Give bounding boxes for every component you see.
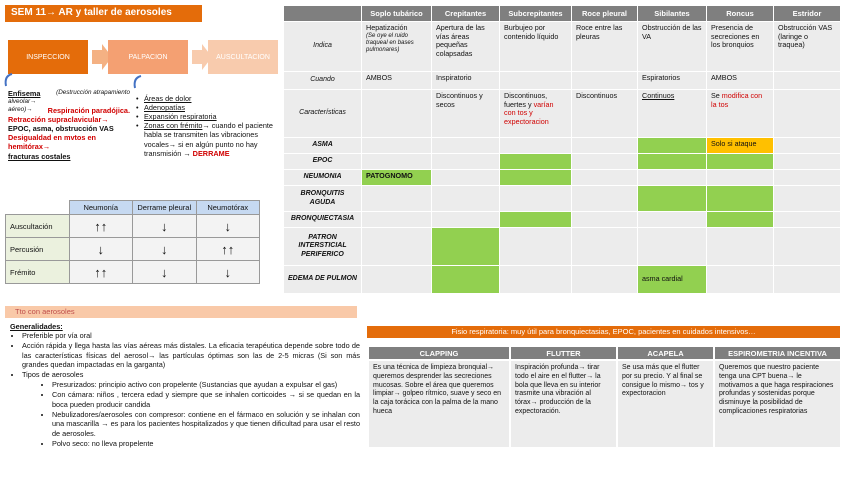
- fremito-title: Zonas con frémito: [144, 121, 203, 131]
- cell: [774, 138, 841, 154]
- palp-item: Expansión respiratoria: [144, 112, 217, 122]
- stab-header: Neumonía: [69, 201, 133, 215]
- flow-step-inspeccion: INSPECCION: [26, 53, 70, 61]
- ctab-header: Roce pleural: [572, 6, 638, 22]
- stab-row-label: Percusión: [6, 238, 70, 261]
- tto-subitem: • Presurizados: principio activo con propelente (Sustancias que ayudan a expulsar el gas): [52, 380, 360, 389]
- palpacion-notes: • Áreas de dolor • Adenopatías • Expansión respiratoria • Zonas con frémito→ cuando el paciente habla se transmiten las vibraciones vocales→ si en algún punto no hay transmisión → DERRAME: [136, 94, 273, 158]
- cell-green: [707, 186, 774, 212]
- cell: [572, 212, 638, 228]
- tto-subitem: • Nebulizadores/aerosoles con compresor: contiene en el fármaco en solución y se inhalan con una mascarilla → es para los pacientes hospitalizados y que tienen dificultad para usar el resto de aerosoles.: [52, 410, 360, 438]
- subcrep-b: varían con tos y expectoracion: [504, 99, 554, 126]
- soplo-note: (Se oye el ruido traqueal en bases pulmonares): [366, 32, 414, 54]
- cell: [500, 228, 572, 266]
- stab-cell: ↓: [69, 238, 133, 261]
- cell: [774, 212, 841, 228]
- row-label-patron: PATRON INTERSTICIAL PERIFERICO: [284, 228, 362, 266]
- tto-item: • Tipos de aerosoles: [22, 370, 360, 379]
- cell-car-sibil: Continuos: [638, 90, 707, 138]
- cell: [500, 138, 572, 154]
- row-label-bronquiectasia: BRONQUIECTASIA: [284, 212, 362, 228]
- cell: [774, 72, 841, 90]
- cell: [432, 138, 500, 154]
- cell-indica-subcrep: Burbujeo por contenido líquido: [500, 22, 572, 72]
- connector-icon: [2, 72, 16, 90]
- cell: [572, 266, 638, 294]
- ctab-header: Estridor: [774, 6, 841, 22]
- cell-solo-ataque: Solo si ataque: [707, 138, 774, 154]
- cell-car-roce: Discontinuos: [572, 90, 638, 138]
- enfisema-note: (Destrucción atrapamiento: [56, 89, 130, 96]
- fisio-cell-flutter: Inspiración profunda→ tirar todo el aire en el flutter→ la bola que lleva en su interior trasmite una vibración al tórax→ producción de la expectoración.: [510, 360, 617, 448]
- flow-step-auscultacion: AUSCULTACION: [216, 53, 270, 61]
- cell-car-subcrep: [500, 90, 572, 138]
- tto-item: • Preferible por vía oral: [22, 331, 360, 340]
- stab-cell: ↑↑: [69, 215, 133, 238]
- stab-cell: ↓: [133, 238, 197, 261]
- cell-green: [638, 138, 707, 154]
- cell-green: [432, 266, 500, 294]
- cell: [362, 138, 432, 154]
- cell: [432, 154, 500, 170]
- cell: [572, 154, 638, 170]
- cell: [572, 138, 638, 154]
- cell-indica-soplo: [362, 22, 432, 72]
- cell: [500, 266, 572, 294]
- cell: [362, 228, 432, 266]
- alveolar-text: alveolar→: [8, 98, 37, 106]
- generalidades-title: Generalidades:: [10, 322, 63, 331]
- fisio-col-header: CLAPPING: [368, 346, 510, 360]
- tto-section: [10, 322, 360, 449]
- cell-cuando-crep: Inspiratorio: [432, 72, 500, 90]
- epoc-line: EPOC, asma, obstrucción VAS: [8, 124, 114, 134]
- cell: [572, 72, 638, 90]
- cell: [432, 212, 500, 228]
- cell-cuando-soplo: AMBOS: [362, 72, 432, 90]
- stab-cell: ↓: [133, 215, 197, 238]
- row-label-caracteristicas: Características: [284, 90, 362, 138]
- ctab-header: Subcrepitantes: [500, 6, 572, 22]
- cell-cuando-sibil: Espiratorios: [638, 72, 707, 90]
- fracturas-text: fracturas costales: [8, 151, 71, 161]
- stab-cell: ↓: [196, 261, 260, 284]
- fisio-col-header: ESPIROMETRIA INCENTIVA: [714, 346, 841, 360]
- row-label-asma: ASMA: [284, 138, 362, 154]
- cell: [572, 228, 638, 266]
- auscultation-table: [283, 5, 841, 294]
- fisio-table: [367, 345, 842, 449]
- aereo-text: aéreo)→: [8, 105, 33, 113]
- fisio-cell-clapping: Es una técnica de limpieza bronquial→ queremos desprender las secreciones mucosas. Sobre el área que queremos limpiar→ golpeo rítmico, suave y seco en la caja torácica con la palma de la mano hueca: [368, 360, 510, 448]
- ctab-header: Sibilantes: [638, 6, 707, 22]
- cell: [774, 170, 841, 186]
- stab-cell: ↓: [196, 215, 260, 238]
- cell: [707, 266, 774, 294]
- cell: [707, 228, 774, 266]
- cell: [432, 186, 500, 212]
- cell-patognomo: PATOGNOMO: [362, 170, 432, 186]
- stab-cell: ↑↑: [196, 238, 260, 261]
- cell-green: [500, 154, 572, 170]
- cell: [774, 90, 841, 138]
- cell-green: [707, 212, 774, 228]
- fremito-text: → cuando el paciente habla se transmiten las vibraciones vocales→ si en algún punto no hay transmisión →: [144, 121, 273, 158]
- cell: [362, 90, 432, 138]
- cell-green: [638, 154, 707, 170]
- cell: [362, 154, 432, 170]
- page-title: SEM 11→ AR y taller de aerosoles: [5, 5, 202, 22]
- enfisema-label: Enfisema: [8, 89, 41, 98]
- row-label-epoc: EPOC: [284, 154, 362, 170]
- stab-cell: ↓: [133, 261, 197, 284]
- cell: [774, 154, 841, 170]
- ctab-header: Crepitantes: [432, 6, 500, 22]
- flow-step-palpacion: PALPACION: [128, 53, 168, 61]
- cell-green: [638, 186, 707, 212]
- cell: [638, 212, 707, 228]
- stab-row-label: Auscultación: [6, 215, 70, 238]
- row-label-edema: EDEMA DE PULMON: [284, 266, 362, 294]
- cell: [774, 186, 841, 212]
- ctab-header: Roncus: [707, 6, 774, 22]
- cell-car-roncus: [707, 90, 774, 138]
- desigualdad-text: Desigualdad en mvtos en hemitórax→: [8, 133, 96, 152]
- roncus-a: Se: [711, 91, 722, 100]
- cell-green: [432, 228, 500, 266]
- ctab-header: Soplo tubárico: [362, 6, 432, 22]
- cell: [362, 266, 432, 294]
- tto-header: Tto con aerosoles: [5, 306, 357, 318]
- cell: [572, 186, 638, 212]
- stab-row-label: Frémito: [6, 261, 70, 284]
- cell-indica-estridor: Obstrucción VAS (laringe o traquea): [774, 22, 841, 72]
- fisio-cell-espirometria: Queremos que nuestro paciente tenga una CPT buena→ le motivamos a que haga respiraciones profundas y sostenidas porque disminuye la posibilidad de complicaciones respiratorias: [714, 360, 841, 448]
- tto-subitem: • Polvo seco: no lleva propelente: [52, 439, 360, 448]
- roncus-b: modifica con la tos: [711, 91, 763, 109]
- cell: [774, 266, 841, 294]
- cell: [432, 170, 500, 186]
- cell: [638, 170, 707, 186]
- fisio-col-header: FLUTTER: [510, 346, 617, 360]
- comparison-table: [5, 200, 260, 284]
- fisio-header: Fisio respiratoria: muy útil para bronquiectasias, EPOC, pacientes en cuidados intensivos…: [367, 326, 840, 338]
- cell-asma-cardial: asma cardial: [638, 266, 707, 294]
- cell-indica-sibil: Obstrucción de las VA: [638, 22, 707, 72]
- stab-header: Derrame pleural: [133, 201, 197, 215]
- row-label-bronquitis: BRONQUITIS AGUDA: [284, 186, 362, 212]
- palp-item: Áreas de dolor: [144, 94, 192, 103]
- palp-item: Adenopatías: [144, 103, 185, 113]
- cell: [774, 228, 841, 266]
- stab-header: [6, 201, 70, 215]
- subcrep-a: Discontinuos, fuertes y: [504, 91, 548, 109]
- cell: [638, 228, 707, 266]
- fisio-cell-acapela: Se usa más que el flutter por su precio. Y al final se consigue lo mismo→ tos y expectoracion: [617, 360, 714, 448]
- cell-indica-roce: Roce entre las pleuras: [572, 22, 638, 72]
- row-label-neumonia: NEUMONIA: [284, 170, 362, 186]
- soplo-text: Hepatización: [366, 23, 408, 32]
- cell-green: [707, 154, 774, 170]
- retraccion-text: Retracción supraclavicular→: [8, 115, 109, 125]
- connector-icon: [131, 74, 145, 92]
- tto-subitem: • Con cámara: niños , tercera edad y siempre que se inhalen corticoides → si se quedan en la boca pueden producir candida: [52, 390, 360, 409]
- derrame-text: DERRAME: [192, 148, 230, 158]
- cell: [707, 170, 774, 186]
- cell-indica-crep: Apertura de las vías áreas pequeñas colapsadas: [432, 22, 500, 72]
- cell-green: [500, 212, 572, 228]
- fisio-col-header: ACAPELA: [617, 346, 714, 360]
- cell-car-crep: Discontinuos y secos: [432, 90, 500, 138]
- cell: [362, 212, 432, 228]
- cell: [572, 170, 638, 186]
- row-label-cuando: Cuando: [284, 72, 362, 90]
- cell: [500, 72, 572, 90]
- resp-paradojica: Respiración paradójica.: [47, 105, 130, 115]
- cell-green: [500, 170, 572, 186]
- stab-cell: ↑↑: [69, 261, 133, 284]
- row-label-indica: Indica: [284, 22, 362, 72]
- ctab-header: [284, 6, 362, 22]
- inspeccion-notes: [8, 89, 130, 161]
- tto-item: • Acción rápida y llega hasta las vías aéreas más distales. La eficacia terapéutica depende sobre todo de las características físicas del aerosol→ las partículas óptimas son las de 2-5 micras (Si son más grandes quedan impactadas en la garganta): [22, 341, 360, 369]
- cell-cuando-roncus: AMBOS: [707, 72, 774, 90]
- cell: [362, 186, 432, 212]
- cell-indica-roncus: Presencia de secreciones en los bronquios: [707, 22, 774, 72]
- stab-header: Neumotórax: [196, 201, 260, 215]
- cell: [500, 186, 572, 212]
